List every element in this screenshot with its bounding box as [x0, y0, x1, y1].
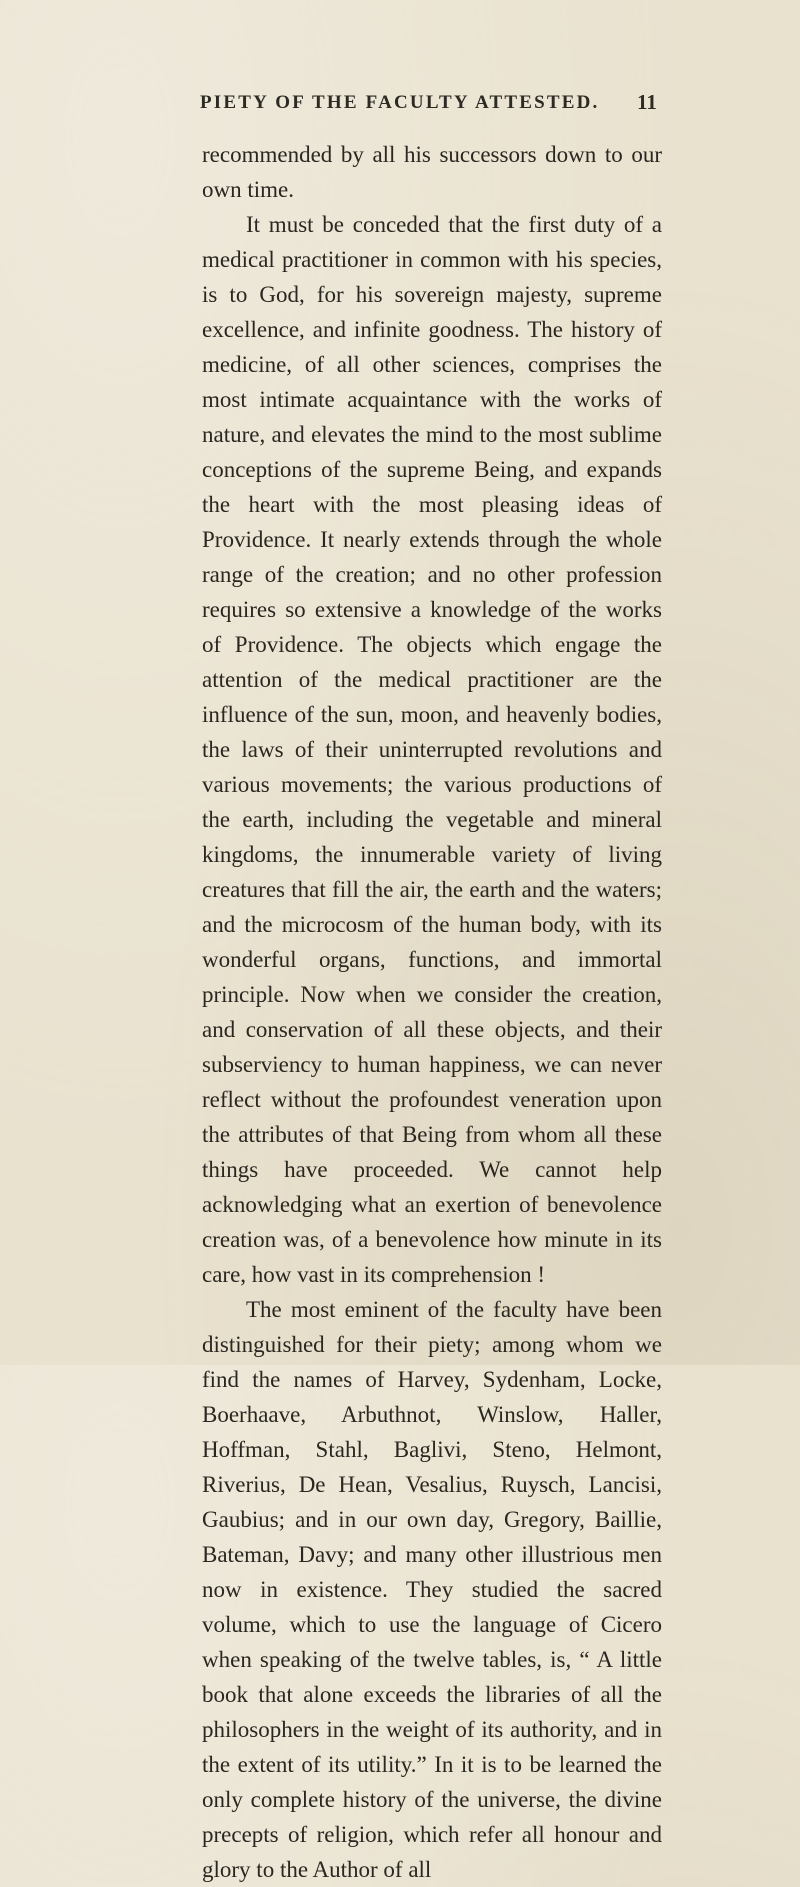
body-text — [202, 137, 662, 1887]
paragraph-duty-to-god: It must be conceded that the first duty of a medical practitioner in common with his species, is to God, for his sovereign majesty, supreme excellence, and infinite goodness. The history of medicine, of all other sciences, comprises the most intimate acquaintance with the works of nature, and elevates the mind to the most sublime conceptions of the supreme Being, and expands the heart with the most pleasing ideas of Providence. It nearly extends through the whole range of the creation; and no other profession requires so extensive a knowledge of the works of Providence. The objects which engage the attention of the medical practitioner are the influence of the sun, moon, and heavenly bodies, the laws of their uninterrupted revolutions and various movements; the various productions of the earth, including the vegetable and mineral kingdoms, the innumerable variety of living creatures that fill the air, the earth and the waters; and the microcosm of the human body, with its wonderful organs, functions, and immortal principle. Now when we consider the creation, and conservation of all these objects, and their subserviency to human happiness, we can never reflect without the profoundest veneration upon the attributes of that Being from whom all these things have proceeded. We cannot help acknowledging what an exertion of benevolence creation was, of a benevolence how minute in its care, how vast in its comprehension ! — [202, 212, 662, 1287]
running-head-title: PIETY OF THE FACULTY ATTESTED. — [200, 92, 600, 113]
paragraph-continuation: recommended by all his successors down to our own time. — [202, 142, 662, 202]
paragraph-eminent-faculty: The most eminent of the faculty have been distinguished for their piety; among whom we find the names of Harvey, Sydenham, Locke, Boerhaave, Arbuthnot, Winslow, Haller, Hoffman, Stahl, Baglivi, Steno, Helmont, Riverius, De Hean, Vesalius, Ruysch, Lancisi, Gaubius; and in our own day, Gregory, Baillie, Bateman, Davy; and many other illustrious men now in existence. They studied the sacred volume, which to use the language of Cicero when speaking of the twelve tables, is, “ A little book that alone exceeds the libraries of all the philosophers in the weight of its authority, and in the extent of its utility.” In it is to be learned the only complete history of the universe, the divine precepts of religion, which refer all honour and glory to the Author of all — [202, 1297, 662, 1882]
page-number: 11 — [637, 90, 657, 114]
